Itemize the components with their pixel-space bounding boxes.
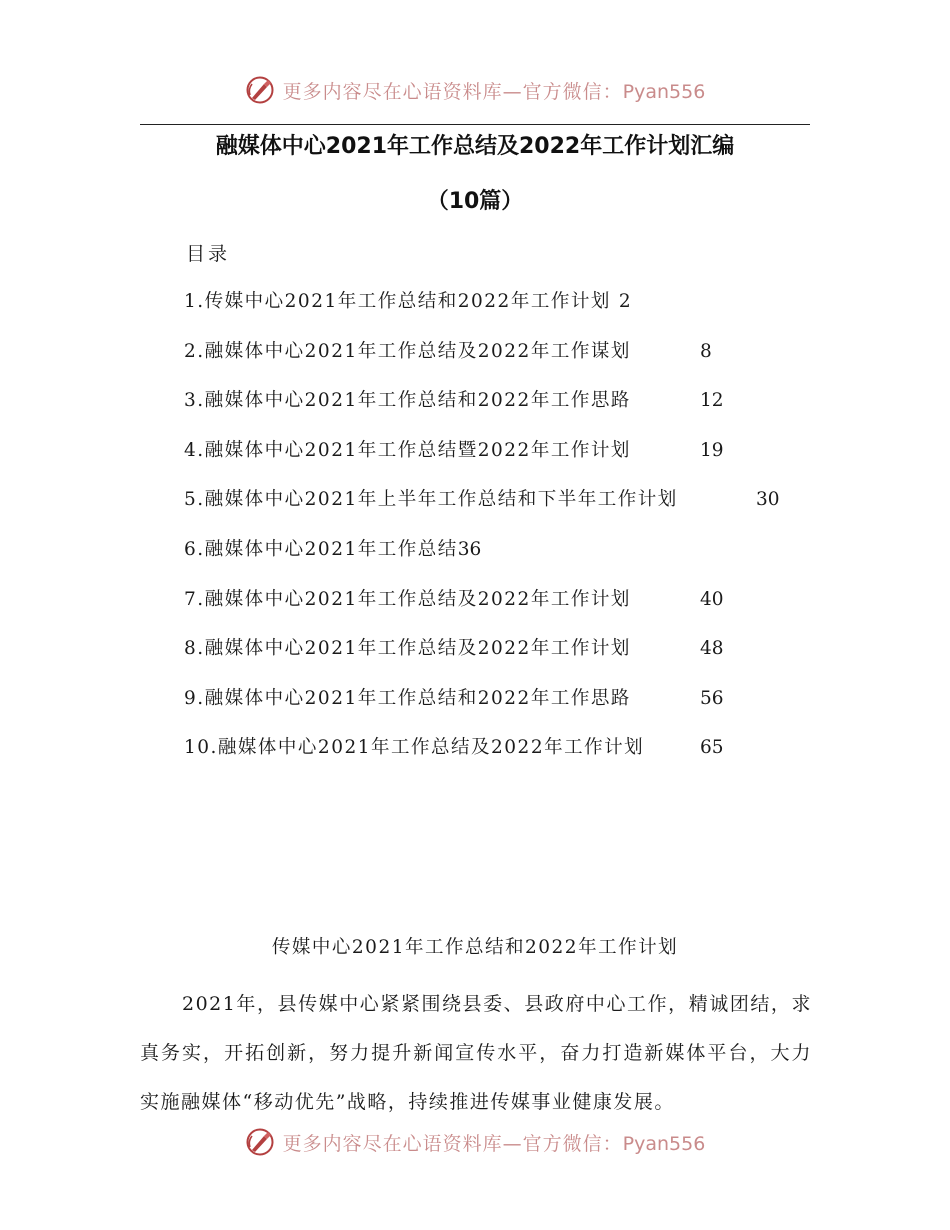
toc-item-page: 65 [700, 737, 724, 759]
toc-item-page: 40 [700, 588, 724, 610]
toc-item[interactable] [184, 388, 724, 438]
toc-item-page: 30 [756, 489, 780, 511]
pen-circle-logo-icon [245, 75, 275, 105]
watermark-wechat-id: Pyan556 [622, 1132, 706, 1155]
watermark-text: 更多内容尽在心语资料库—官方微信：Pyan556 [282, 1132, 706, 1155]
toc-item-page: 8 [700, 340, 712, 362]
toc-item-title: 9.融媒体中心2021年工作总结和2022年工作思路 [184, 687, 631, 709]
toc-item[interactable] [184, 438, 724, 488]
toc-item-title: 8.融媒体中心2021年工作总结及2022年工作计划 [184, 638, 631, 660]
toc-item-title: 10.融媒体中心2021年工作总结及2022年工作计划 [184, 737, 645, 759]
footer-watermark [0, 1122, 950, 1162]
table-of-contents [184, 289, 780, 785]
toc-item-title: 6.融媒体中心2021年工作总结 [184, 538, 458, 560]
document-title: 融媒体中心2021年工作总结及2022年工作计划汇编 [215, 134, 735, 159]
toc-item-page: 48 [700, 638, 724, 660]
toc-item-title: 2.融媒体中心2021年工作总结及2022年工作谋划 [184, 340, 631, 362]
toc-item[interactable] [184, 487, 780, 537]
body-paragraph: 2021年，县传媒中心紧紧围绕县委、县政府中心工作，精诚团结，求真务实，开拓创新，努力提升新闻宣传水平，奋力打造新媒体平台，大力实施融媒体“移动优先”战略，持续推进传媒事业健康发展。 [140, 993, 812, 1113]
toc-item[interactable] [184, 537, 678, 587]
watermark-wechat-id: Pyan556 [622, 80, 706, 103]
section-title: 传媒中心2021年工作总结和2022年工作计划 [271, 937, 679, 958]
toc-item-title: 1.传媒中心2021年工作总结和2022年工作计划 [184, 291, 611, 312]
toc-item[interactable] [184, 339, 712, 389]
toc-item[interactable] [184, 636, 724, 686]
toc-item[interactable] [184, 686, 724, 736]
toc-item-page: 2 [618, 291, 631, 312]
watermark-text: 更多内容尽在心语资料库—官方微信：Pyan556 [282, 80, 706, 103]
toc-item-title: 3.融媒体中心2021年工作总结和2022年工作思路 [184, 390, 631, 412]
header-rule [140, 124, 810, 125]
pen-circle-logo-icon [245, 1127, 275, 1157]
toc-item-title: 7.融媒体中心2021年工作总结及2022年工作计划 [184, 588, 631, 610]
toc-item[interactable] [184, 735, 724, 785]
toc-item-page: 36 [457, 538, 482, 560]
toc-item-page: 12 [700, 390, 724, 412]
toc-item-page: 19 [700, 439, 724, 461]
toc-item[interactable] [184, 289, 678, 339]
toc-item[interactable] [184, 587, 724, 637]
header-watermark [0, 70, 950, 110]
toc-item-title: 5.融媒体中心2021年上半年工作总结和下半年工作计划 [184, 489, 678, 511]
toc-item-title: 4.融媒体中心2021年工作总结暨2022年工作计划 [184, 439, 631, 461]
document-title-count: （10篇） [426, 189, 524, 214]
toc-heading: 目录 [186, 243, 231, 265]
toc-item-page: 56 [700, 687, 724, 709]
